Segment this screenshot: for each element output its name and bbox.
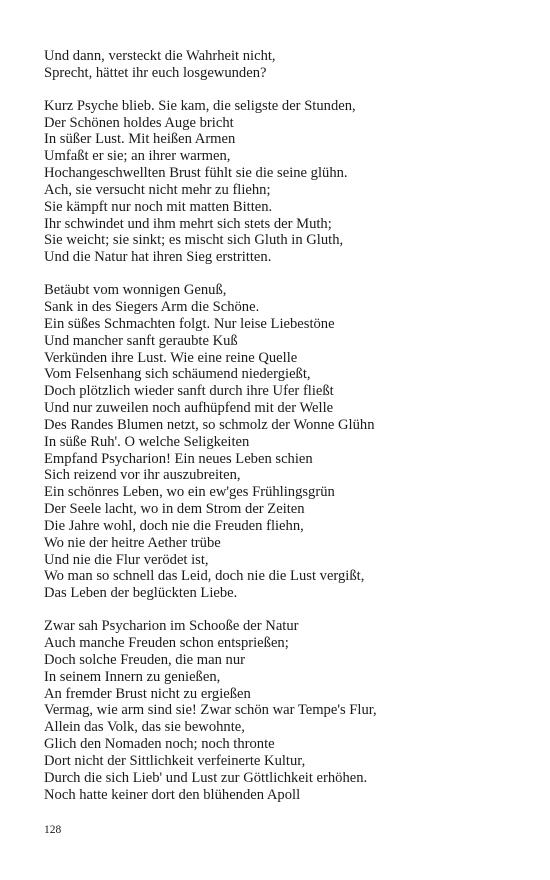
poem-text — [44, 48, 514, 819]
verse-line: Allein das Volk, das sie bewohnte, — [44, 719, 245, 736]
verse-line: Ach, sie versucht nicht mehr zu fliehn; — [44, 181, 271, 198]
stanza-2 — [44, 98, 514, 266]
verse-line: Wo man so schnell das Leid, doch nie die Lust vergißt, — [44, 568, 365, 585]
verse-line: Und nur zuweilen noch aufhüpfend mit der Welle — [44, 400, 334, 417]
verse-line: Glich den Nomaden noch; noch thronte — [44, 736, 275, 753]
verse-line: Doch solche Freuden, die man nur — [44, 651, 246, 668]
verse-line: An fremder Brust nicht zu ergießen — [44, 685, 251, 702]
verse-line: Ein schönres Leben, wo ein ew'ges Frühlingsgrün — [44, 484, 335, 501]
verse-line: Umfaßt er sie; an ihrer warmen, — [44, 148, 231, 165]
verse-line: Verkünden ihre Lust. Wie eine reine Quelle — [44, 349, 298, 366]
verse-line: Das Leben der beglückten Liebe. — [44, 585, 238, 602]
verse-line: Empfand Psycharion! Ein neues Leben schien — [44, 450, 313, 467]
verse-line: Vom Felsenhang sich schäumend niedergießt, — [44, 366, 311, 383]
verse-line: Und mancher sanft geraubte Kuß — [44, 332, 238, 349]
verse-line: Die Jahre wohl, doch nie die Freuden fliehn, — [44, 517, 304, 534]
verse-line: Des Randes Blumen netzt, so schmolz der Wonne Glühn — [44, 416, 375, 433]
verse-line: Wo nie der heitre Aether trübe — [44, 534, 221, 551]
verse-line: Zwar sah Psycharion im Schooße der Natur — [44, 618, 299, 635]
verse-line: Vermag, wie arm sind sie! Zwar schön war Tempe's Flur, — [44, 702, 377, 719]
verse-line: Doch plötzlich wieder sanft durch ihre Ufer fließt — [44, 383, 334, 400]
stanza-4 — [44, 618, 514, 803]
stanza-3 — [44, 282, 514, 602]
verse-line: Sie weicht; sie sinkt; es mischt sich Gluth in Gluth, — [44, 232, 344, 249]
verse-line: Sich reizend vor ihr auszubreiten, — [44, 467, 241, 484]
verse-line: Ein süßes Schmachten folgt. Nur leise Liebestöne — [44, 315, 335, 332]
verse-line: Noch hatte keiner dort den blühenden Apoll — [44, 786, 301, 803]
verse-line: Sie kämpft nur noch mit matten Bitten. — [44, 198, 273, 215]
page-number: 128 — [44, 824, 62, 836]
verse-line: Hochangeschwellten Brust fühlt sie die seine glühn. — [44, 165, 348, 182]
verse-line: Durch die sich Lieb' und Lust zur Göttlichkeit erhöhen. — [44, 769, 368, 786]
verse-line: Der Schönen holdes Auge bricht — [44, 114, 234, 131]
verse-line: Der Seele lacht, wo in dem Strom der Zeiten — [44, 501, 305, 518]
verse-line: Und nie die Flur verödet ist, — [44, 551, 209, 568]
verse-line: Ihr schwindet und ihm mehrt sich stets der Muth; — [44, 215, 332, 232]
verse-line: Sank in des Siegers Arm die Schöne. — [44, 298, 260, 315]
verse-line: In süße Ruh'. O welche Seligkeiten — [44, 433, 250, 450]
verse-line: Dort nicht der Sittlichkeit verfeinerte Kultur, — [44, 752, 306, 769]
verse-line: Auch manche Freuden schon entsprießen; — [44, 635, 289, 651]
verse-line: Betäubt vom wonnigen Genuß, — [44, 282, 227, 299]
verse-line: In süßer Lust. Mit heißen Armen — [44, 131, 236, 148]
stanza-1 — [44, 48, 514, 82]
verse-line: Sprecht, hättet ihr euch losgewunden? — [44, 64, 267, 81]
verse-line: Kurz Psyche blieb. Sie kam, die seligste der Stunden, — [44, 97, 356, 114]
verse-line: Und die Natur hat ihren Sieg erstritten. — [44, 249, 272, 266]
verse-line: Und dann, versteckt die Wahrheit nicht, — [44, 48, 276, 64]
verse-line: In seinem Innern zu genießen, — [44, 668, 221, 685]
